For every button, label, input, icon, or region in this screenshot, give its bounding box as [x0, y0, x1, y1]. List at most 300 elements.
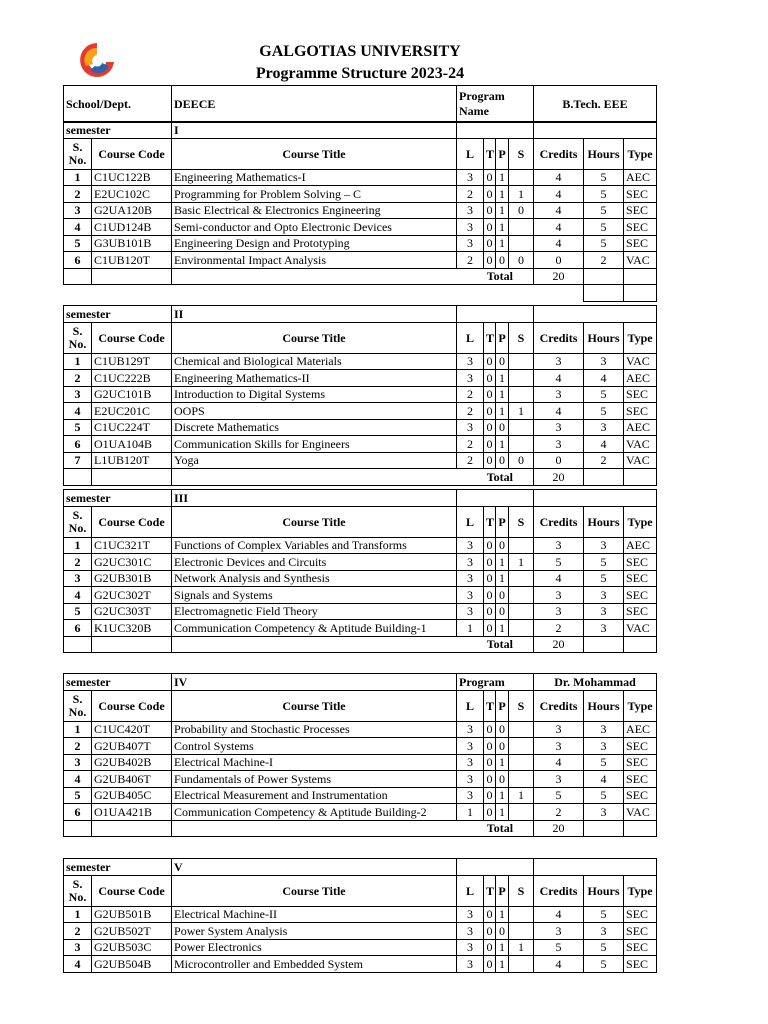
course-type: VAC [624, 252, 657, 269]
col-course-code: Course Code [92, 875, 172, 906]
course-title: Electrical Machine-I [172, 754, 457, 771]
course-type: AEC [624, 370, 657, 387]
total-label: Total [172, 820, 534, 837]
course-type: SEC [624, 587, 657, 604]
course-s: 1 [509, 403, 534, 420]
semester-header-row [64, 306, 657, 323]
course-no: 1 [64, 537, 92, 554]
course-row [64, 419, 657, 436]
col-course-code: Course Code [92, 322, 172, 353]
course-type: SEC [624, 956, 657, 973]
course-row [64, 386, 657, 403]
semester-number: I [172, 122, 457, 139]
course-row [64, 186, 657, 203]
course-type: AEC [624, 721, 657, 738]
col-p: P [496, 322, 509, 353]
course-hours: 5 [584, 169, 624, 186]
course-s [509, 771, 534, 788]
course-no: 1 [64, 906, 92, 923]
course-p: 1 [496, 787, 509, 804]
programme-structure-title: Programme Structure 2023-24 [255, 65, 465, 82]
course-s: 1 [509, 554, 534, 571]
course-t: 0 [484, 939, 496, 956]
course-credits: 0 [534, 252, 584, 269]
course-p: 1 [496, 554, 509, 571]
col-p: P [496, 138, 509, 169]
course-code: G2UB504B [92, 956, 172, 973]
semester-header-row [64, 490, 657, 507]
course-l: 2 [457, 386, 484, 403]
empty-cell [624, 285, 657, 302]
course-credits: 4 [534, 235, 584, 252]
course-code: G2UC101B [92, 386, 172, 403]
course-hours: 3 [584, 353, 624, 370]
course-row [64, 587, 657, 604]
course-p: 1 [496, 906, 509, 923]
course-title: Functions of Complex Variables and Transforms [172, 537, 457, 554]
course-hours: 5 [584, 787, 624, 804]
course-l: 3 [457, 169, 484, 186]
course-t: 0 [484, 202, 496, 219]
course-t: 0 [484, 169, 496, 186]
total-credits: 20 [534, 268, 584, 285]
course-s [509, 923, 534, 940]
course-row [64, 436, 657, 453]
course-row [64, 452, 657, 469]
course-row [64, 370, 657, 387]
course-type: SEC [624, 554, 657, 571]
semester-number: III [172, 490, 457, 507]
course-title: Signals and Systems [172, 587, 457, 604]
course-code: G2UB406T [92, 771, 172, 788]
course-credits: 3 [534, 436, 584, 453]
program-name-value: B.Tech. EEE [534, 86, 657, 123]
course-row [64, 537, 657, 554]
col-type: Type [624, 138, 657, 169]
col-p: P [496, 506, 509, 537]
course-credits: 5 [534, 939, 584, 956]
course-code: C1UC420T [92, 721, 172, 738]
course-no: 3 [64, 754, 92, 771]
course-t: 0 [484, 386, 496, 403]
course-s: 0 [509, 202, 534, 219]
course-title: Electromagnetic Field Theory [172, 603, 457, 620]
course-title: Network Analysis and Synthesis [172, 570, 457, 587]
course-p: 0 [496, 738, 509, 755]
course-no: 2 [64, 554, 92, 571]
course-row [64, 202, 657, 219]
course-s [509, 219, 534, 236]
course-hours: 3 [584, 537, 624, 554]
course-type: SEC [624, 738, 657, 755]
course-t: 0 [484, 452, 496, 469]
course-s [509, 436, 534, 453]
course-title: Power System Analysis [172, 923, 457, 940]
course-l: 3 [457, 939, 484, 956]
course-credits: 4 [534, 403, 584, 420]
school-dept-value: DEECE [172, 86, 457, 123]
course-title: Basic Electrical & Electronics Engineering [172, 202, 457, 219]
course-p: 1 [496, 202, 509, 219]
course-row [64, 804, 657, 821]
semester-number: II [172, 306, 457, 323]
total-row [64, 636, 657, 653]
col-course-title: Course Title [172, 506, 457, 537]
course-title: Electrical Machine-II [172, 906, 457, 923]
course-s [509, 235, 534, 252]
course-code: C1UB120T [92, 252, 172, 269]
course-no: 5 [64, 787, 92, 804]
course-p: 1 [496, 235, 509, 252]
course-t: 0 [484, 923, 496, 940]
course-t: 0 [484, 419, 496, 436]
course-row [64, 554, 657, 571]
col-l: L [457, 138, 484, 169]
course-s [509, 738, 534, 755]
course-l: 3 [457, 721, 484, 738]
course-t: 0 [484, 235, 496, 252]
col-sno: S. No. [64, 322, 92, 353]
course-l: 3 [457, 906, 484, 923]
course-code: C1UD124B [92, 219, 172, 236]
course-hours: 3 [584, 804, 624, 821]
course-l: 3 [457, 754, 484, 771]
empty-cell [584, 820, 624, 837]
course-l: 3 [457, 738, 484, 755]
course-l: 3 [457, 219, 484, 236]
course-code: G2UB405C [92, 787, 172, 804]
course-s [509, 537, 534, 554]
empty-cell [584, 636, 624, 653]
total-label: Total [172, 636, 534, 653]
course-code: O1UA421B [92, 804, 172, 821]
col-hours: Hours [584, 506, 624, 537]
course-l: 2 [457, 452, 484, 469]
course-type: SEC [624, 386, 657, 403]
course-s [509, 956, 534, 973]
col-type: Type [624, 322, 657, 353]
course-p: 0 [496, 721, 509, 738]
col-s: S [509, 875, 534, 906]
course-hours: 2 [584, 252, 624, 269]
course-s: 0 [509, 452, 534, 469]
course-s [509, 906, 534, 923]
total-credits: 20 [534, 469, 584, 486]
col-s: S [509, 138, 534, 169]
course-credits: 4 [534, 570, 584, 587]
course-l: 3 [457, 771, 484, 788]
course-credits: 3 [534, 923, 584, 940]
course-row [64, 906, 657, 923]
course-type: SEC [624, 923, 657, 940]
course-code: G2UB502T [92, 923, 172, 940]
course-l: 3 [457, 923, 484, 940]
course-row [64, 787, 657, 804]
course-code: G2UC302T [92, 587, 172, 604]
course-credits: 3 [534, 721, 584, 738]
course-code: C1UC224T [92, 419, 172, 436]
course-type: SEC [624, 202, 657, 219]
course-no: 6 [64, 436, 92, 453]
course-hours: 5 [584, 403, 624, 420]
header-info-table [63, 85, 657, 123]
course-l: 1 [457, 620, 484, 637]
course-no: 3 [64, 202, 92, 219]
course-row [64, 219, 657, 236]
course-credits: 4 [534, 370, 584, 387]
course-no: 1 [64, 721, 92, 738]
course-row [64, 603, 657, 620]
col-course-code: Course Code [92, 506, 172, 537]
empty-cell [64, 820, 92, 837]
course-t: 0 [484, 587, 496, 604]
semester-table [63, 121, 657, 302]
column-header-row [64, 138, 657, 169]
empty-cell [457, 859, 534, 876]
course-code: G3UB101B [92, 235, 172, 252]
column-header-row [64, 322, 657, 353]
course-t: 0 [484, 754, 496, 771]
course-t: 0 [484, 603, 496, 620]
semester-label: semester [64, 122, 172, 139]
course-credits: 4 [534, 219, 584, 236]
col-course-title: Course Title [172, 138, 457, 169]
course-t: 0 [484, 186, 496, 203]
course-title: Engineering Mathematics-II [172, 370, 457, 387]
col-l: L [457, 875, 484, 906]
course-row [64, 403, 657, 420]
course-credits: 4 [534, 202, 584, 219]
empty-cell [92, 636, 172, 653]
course-hours: 3 [584, 419, 624, 436]
course-title: Semi-conductor and Opto Electronic Devices [172, 219, 457, 236]
course-hours: 3 [584, 923, 624, 940]
empty-cell [92, 820, 172, 837]
course-p: 1 [496, 804, 509, 821]
course-credits: 4 [534, 169, 584, 186]
course-no: 5 [64, 235, 92, 252]
school-dept-label: School/Dept. [64, 86, 172, 123]
course-t: 0 [484, 436, 496, 453]
course-code: C1UC222B [92, 370, 172, 387]
course-hours: 3 [584, 721, 624, 738]
course-title: Communication Skills for Engineers [172, 436, 457, 453]
course-credits: 5 [534, 554, 584, 571]
course-l: 3 [457, 587, 484, 604]
course-type: SEC [624, 570, 657, 587]
course-t: 0 [484, 804, 496, 821]
col-l: L [457, 690, 484, 721]
course-hours: 4 [584, 771, 624, 788]
course-title: Communication Competency & Aptitude Building-2 [172, 804, 457, 821]
course-credits: 2 [534, 804, 584, 821]
course-hours: 3 [584, 587, 624, 604]
course-t: 0 [484, 353, 496, 370]
course-t: 0 [484, 570, 496, 587]
semester-label: semester [64, 859, 172, 876]
empty-cell [92, 469, 172, 486]
course-credits: 3 [534, 771, 584, 788]
course-row [64, 169, 657, 186]
course-type: VAC [624, 452, 657, 469]
course-code: C1UB129T [92, 353, 172, 370]
course-s [509, 169, 534, 186]
semester-label: semester [64, 490, 172, 507]
course-credits: 4 [534, 906, 584, 923]
course-l: 2 [457, 403, 484, 420]
course-hours: 5 [584, 754, 624, 771]
col-type: Type [624, 506, 657, 537]
course-l: 1 [457, 804, 484, 821]
course-l: 3 [457, 235, 484, 252]
course-type: AEC [624, 537, 657, 554]
empty-cell [64, 636, 92, 653]
col-credits: Credits [534, 138, 584, 169]
course-l: 3 [457, 603, 484, 620]
empty-cell [624, 268, 657, 285]
course-row [64, 620, 657, 637]
col-course-code: Course Code [92, 690, 172, 721]
empty-cell [584, 469, 624, 486]
total-label: Total [172, 469, 534, 486]
university-logo-icon [76, 40, 118, 80]
course-title: Probability and Stochastic Processes [172, 721, 457, 738]
empty-cell [457, 122, 534, 139]
course-p: 1 [496, 169, 509, 186]
course-title: Microcontroller and Embedded System [172, 956, 457, 973]
course-no: 6 [64, 620, 92, 637]
course-hours: 3 [584, 620, 624, 637]
course-s [509, 419, 534, 436]
empty-cell [534, 122, 657, 139]
course-type: SEC [624, 939, 657, 956]
empty-cell [92, 268, 172, 285]
semester-header-row [64, 859, 657, 876]
course-l: 2 [457, 186, 484, 203]
course-s [509, 721, 534, 738]
course-code: O1UA104B [92, 436, 172, 453]
semester-header-row [64, 122, 657, 139]
course-l: 3 [457, 554, 484, 571]
course-code: C1UC122B [92, 169, 172, 186]
semester-header-row [64, 674, 657, 691]
semester-table [63, 673, 657, 837]
col-type: Type [624, 690, 657, 721]
course-hours: 2 [584, 452, 624, 469]
course-no: 6 [64, 252, 92, 269]
empty-cell [624, 469, 657, 486]
program-label: Program [457, 674, 534, 691]
col-course-title: Course Title [172, 875, 457, 906]
course-l: 3 [457, 787, 484, 804]
course-type: VAC [624, 436, 657, 453]
col-credits: Credits [534, 690, 584, 721]
col-course-title: Course Title [172, 690, 457, 721]
course-credits: 3 [534, 537, 584, 554]
course-type: SEC [624, 219, 657, 236]
semester-table [63, 305, 657, 486]
course-type: VAC [624, 353, 657, 370]
col-p: P [496, 875, 509, 906]
course-t: 0 [484, 554, 496, 571]
course-row [64, 738, 657, 755]
empty-cell [457, 306, 534, 323]
empty-cell [534, 490, 657, 507]
course-l: 2 [457, 436, 484, 453]
course-row [64, 923, 657, 940]
course-code: K1UC320B [92, 620, 172, 637]
course-title: Chemical and Biological Materials [172, 353, 457, 370]
course-l: 2 [457, 252, 484, 269]
col-t: T [484, 875, 496, 906]
empty-cell [64, 285, 584, 302]
course-no: 3 [64, 939, 92, 956]
semester-table [63, 489, 657, 653]
empty-cell [534, 859, 657, 876]
col-s: S [509, 322, 534, 353]
course-code: G2UB402B [92, 754, 172, 771]
course-t: 0 [484, 219, 496, 236]
course-no: 4 [64, 587, 92, 604]
course-t: 0 [484, 738, 496, 755]
course-title: Electronic Devices and Circuits [172, 554, 457, 571]
course-s: 0 [509, 252, 534, 269]
course-row [64, 956, 657, 973]
course-row [64, 252, 657, 269]
program-name-label: Program Name [457, 86, 534, 123]
semester-table [63, 858, 657, 973]
course-l: 3 [457, 370, 484, 387]
course-p: 0 [496, 603, 509, 620]
course-title: Fundamentals of Power Systems [172, 771, 457, 788]
column-header-row [64, 506, 657, 537]
course-row [64, 235, 657, 252]
course-credits: 2 [534, 620, 584, 637]
course-title: Communication Competency & Aptitude Building-1 [172, 620, 457, 637]
course-s: 1 [509, 787, 534, 804]
course-l: 3 [457, 419, 484, 436]
course-title: Engineering Design and Prototyping [172, 235, 457, 252]
col-s: S [509, 506, 534, 537]
course-no: 2 [64, 186, 92, 203]
course-code: G2UB501B [92, 906, 172, 923]
course-row [64, 570, 657, 587]
column-header-row [64, 690, 657, 721]
course-hours: 5 [584, 570, 624, 587]
total-row [64, 469, 657, 486]
col-sno: S. No. [64, 506, 92, 537]
course-hours: 3 [584, 603, 624, 620]
course-no: 3 [64, 386, 92, 403]
course-s [509, 603, 534, 620]
course-credits: 0 [534, 452, 584, 469]
course-row [64, 771, 657, 788]
empty-cell [624, 636, 657, 653]
course-type: AEC [624, 169, 657, 186]
empty-cell [64, 469, 92, 486]
course-p: 0 [496, 419, 509, 436]
course-hours: 5 [584, 386, 624, 403]
course-no: 4 [64, 219, 92, 236]
course-hours: 5 [584, 219, 624, 236]
course-p: 0 [496, 353, 509, 370]
col-t: T [484, 322, 496, 353]
course-p: 1 [496, 370, 509, 387]
course-no: 1 [64, 353, 92, 370]
col-t: T [484, 138, 496, 169]
total-row [64, 820, 657, 837]
course-no: 5 [64, 603, 92, 620]
